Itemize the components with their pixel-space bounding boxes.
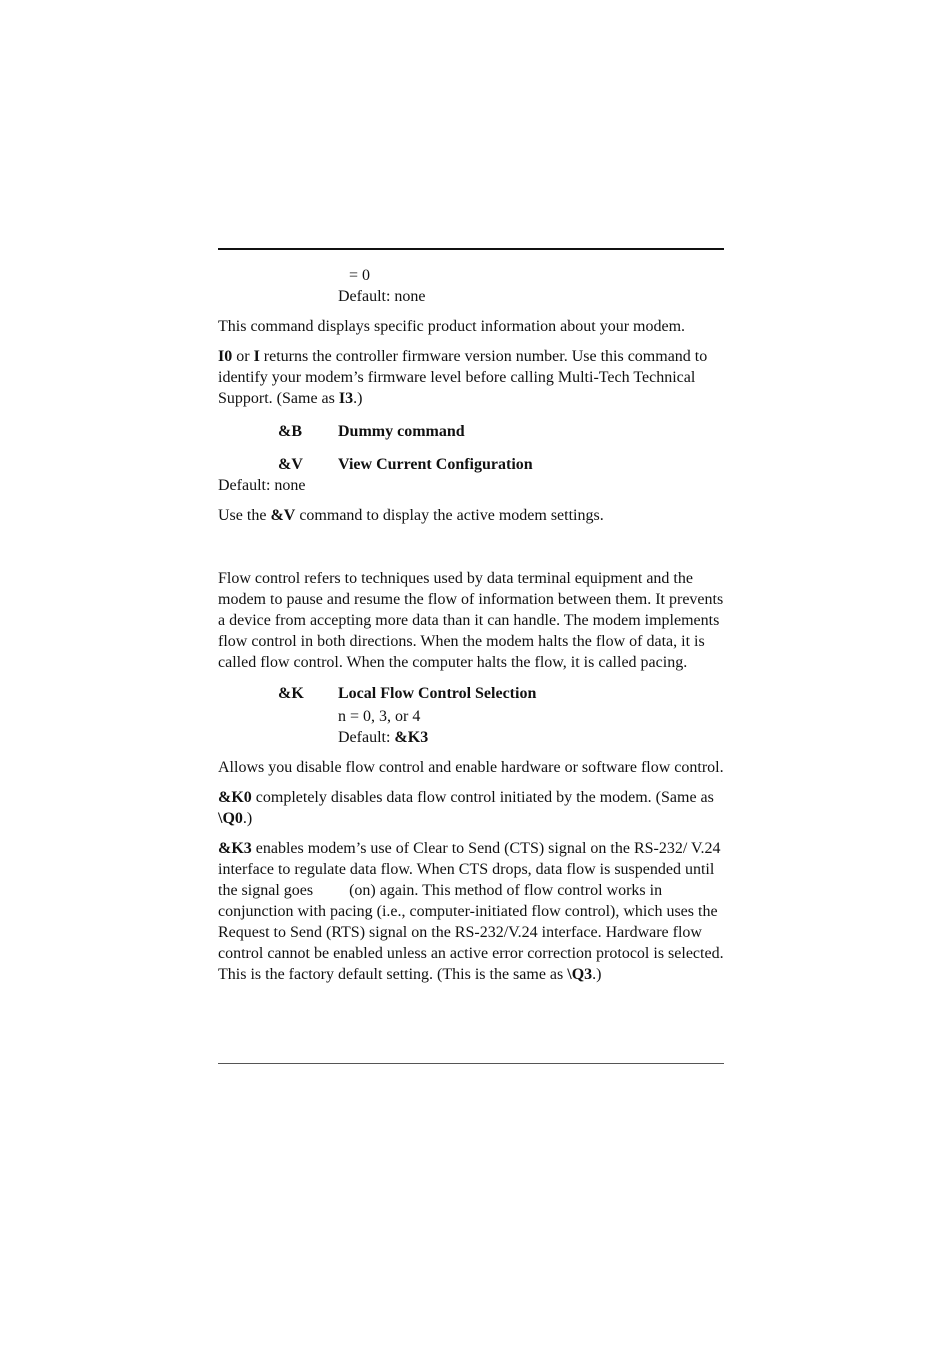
i-command-description: This command displays specific product information about your modem. [218,318,686,335]
top-rule [218,248,724,250]
k-command-range: n = 0, 3, or 4 [338,708,421,725]
k-command-title: Local Flow Control Selection [338,685,537,702]
i0-code: I0 [218,348,233,365]
i3-code: I3 [338,390,354,407]
page-content [218,265,728,985]
k-command-description: Allows you disable flow control and enable hardware or software flow control. [218,759,724,776]
k-command-code: &K [278,685,304,702]
eq-line: = 0 [349,267,371,284]
k3-code: &K3 [218,840,252,857]
b-command-heading [218,421,728,442]
b-command-code: &B [278,423,302,440]
v-command-code: &V [278,456,303,473]
i-code: I [253,348,260,365]
v-command-default: Default: none [218,477,306,494]
k-command-heading [218,683,728,704]
k3-description: &K3 enables modem’s use of Clear to Send (CTS) signal on the RS-232/ V.24 interface to regulate data flow. When CTS drops, data flow is suspended until the signal goes (on) again. This method of flow control works in conjunction with pacing (i.e., computer-initiated flow control), which uses the Request to Send (RTS) signal on the RS-232/V.24 interface. Hardware flow control cannot be enabled unless an active error correction protocol is selected. This is the factory default setting. (This is the same as \Q3.) [218,840,724,983]
bottom-rule [218,1063,724,1064]
v-command-heading [218,454,728,475]
v-command-title: View Current Configuration [338,456,533,473]
flow-control-intro: Flow control refers to techniques used by data terminal equipment and the modem to pause and resume the flow of information between them. It prevents a device from accepting more data than it can handle. The modem implements flow control in both directions. When the modem halts the flow of data, it is called flow control. When the computer halts the flow, it is called pacing. [218,570,724,671]
k-default-value: &K3 [394,729,429,746]
v-code-inline: &V [270,507,296,524]
k0-code: &K0 [218,789,252,806]
k-command-default: Default: &K3 [338,729,429,746]
k0-description: &K0 completely disables data flow control initiated by the modem. (Same as \Q0.) [218,789,714,827]
v-command-description: Use the &V command to display the active modem settings. [218,507,604,524]
q0-code: \Q0 [218,810,243,827]
i-command-detail: I0 or I returns the controller firmware version number. Use this command to identify your modem’s firmware level before calling Multi-Tech Technical Support. (Same as I3.) [218,348,708,407]
b-command-title: Dummy command [338,423,465,440]
q3-code: \Q3 [567,966,593,983]
default-line: Default: none [338,288,426,305]
